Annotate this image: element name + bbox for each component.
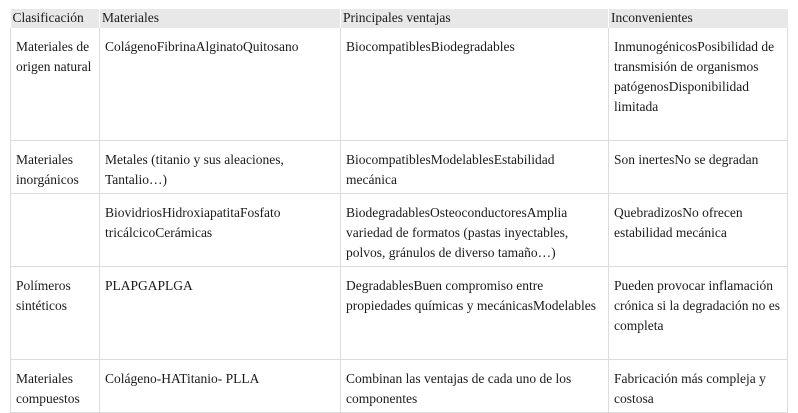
cell-classification: Materiales de origen natural [11, 28, 100, 141]
table-row [11, 28, 788, 141]
cell-materials: BiovidriosHidroxiapatitaFosfato tricálcicoCerámicas [100, 194, 341, 267]
cell-materials: Metales (titanio y sus aleaciones, Tantalio…) [100, 141, 341, 194]
table-row [11, 141, 788, 194]
cell-classification: Materiales compuestos [11, 360, 100, 413]
cell-disadvantages: Fabricación más compleja y costosa [609, 360, 788, 413]
cell-disadvantages: InmunogénicosPosibilidad de transmisión de organismos patógenosDisponibilidad limitada [609, 28, 788, 141]
cell-classification: Materiales inorgánicos [11, 141, 100, 194]
cell-advantages: BiodegradablesOsteoconductoresAmplia variedad de formatos (pastas inyectables, polvos, gránulos de diverso tamaño…) [341, 194, 609, 267]
biomaterials-table [10, 9, 788, 413]
cell-advantages: Combinan las ventajas de cada uno de los componentes [341, 360, 609, 413]
table-body [11, 28, 788, 413]
cell-advantages: DegradablesBuen compromiso entre propiedades químicas y mecánicasModelables [341, 267, 609, 360]
cell-advantages: BiocompatiblesBiodegradables [341, 28, 609, 141]
header-classification: Clasificación [11, 9, 100, 28]
table-row [11, 194, 788, 267]
cell-classification: Polímeros sintéticos [11, 267, 100, 360]
cell-advantages: BiocompatiblesModelablesEstabilidad mecánica [341, 141, 609, 194]
header-advantages: Principales ventajas [341, 9, 609, 28]
cell-classification [11, 194, 100, 267]
table-header [11, 9, 788, 28]
cell-disadvantages: QuebradizosNo ofrecen estabilidad mecánica [609, 194, 788, 267]
cell-materials: Colágeno-HATitanio- PLLA [100, 360, 341, 413]
header-disadvantages: Inconvenientes [609, 9, 788, 28]
cell-materials: ColágenoFibrinaAlginatoQuitosano [100, 28, 341, 141]
table-row [11, 360, 788, 413]
table-row [11, 267, 788, 360]
header-materials: Materiales [100, 9, 341, 28]
cell-materials: PLAPGAPLGA [100, 267, 341, 360]
cell-disadvantages: Pueden provocar inflamación crónica si la degradación no es completa [609, 267, 788, 360]
cell-disadvantages: Son inertesNo se degradan [609, 141, 788, 194]
header-row [11, 9, 788, 28]
